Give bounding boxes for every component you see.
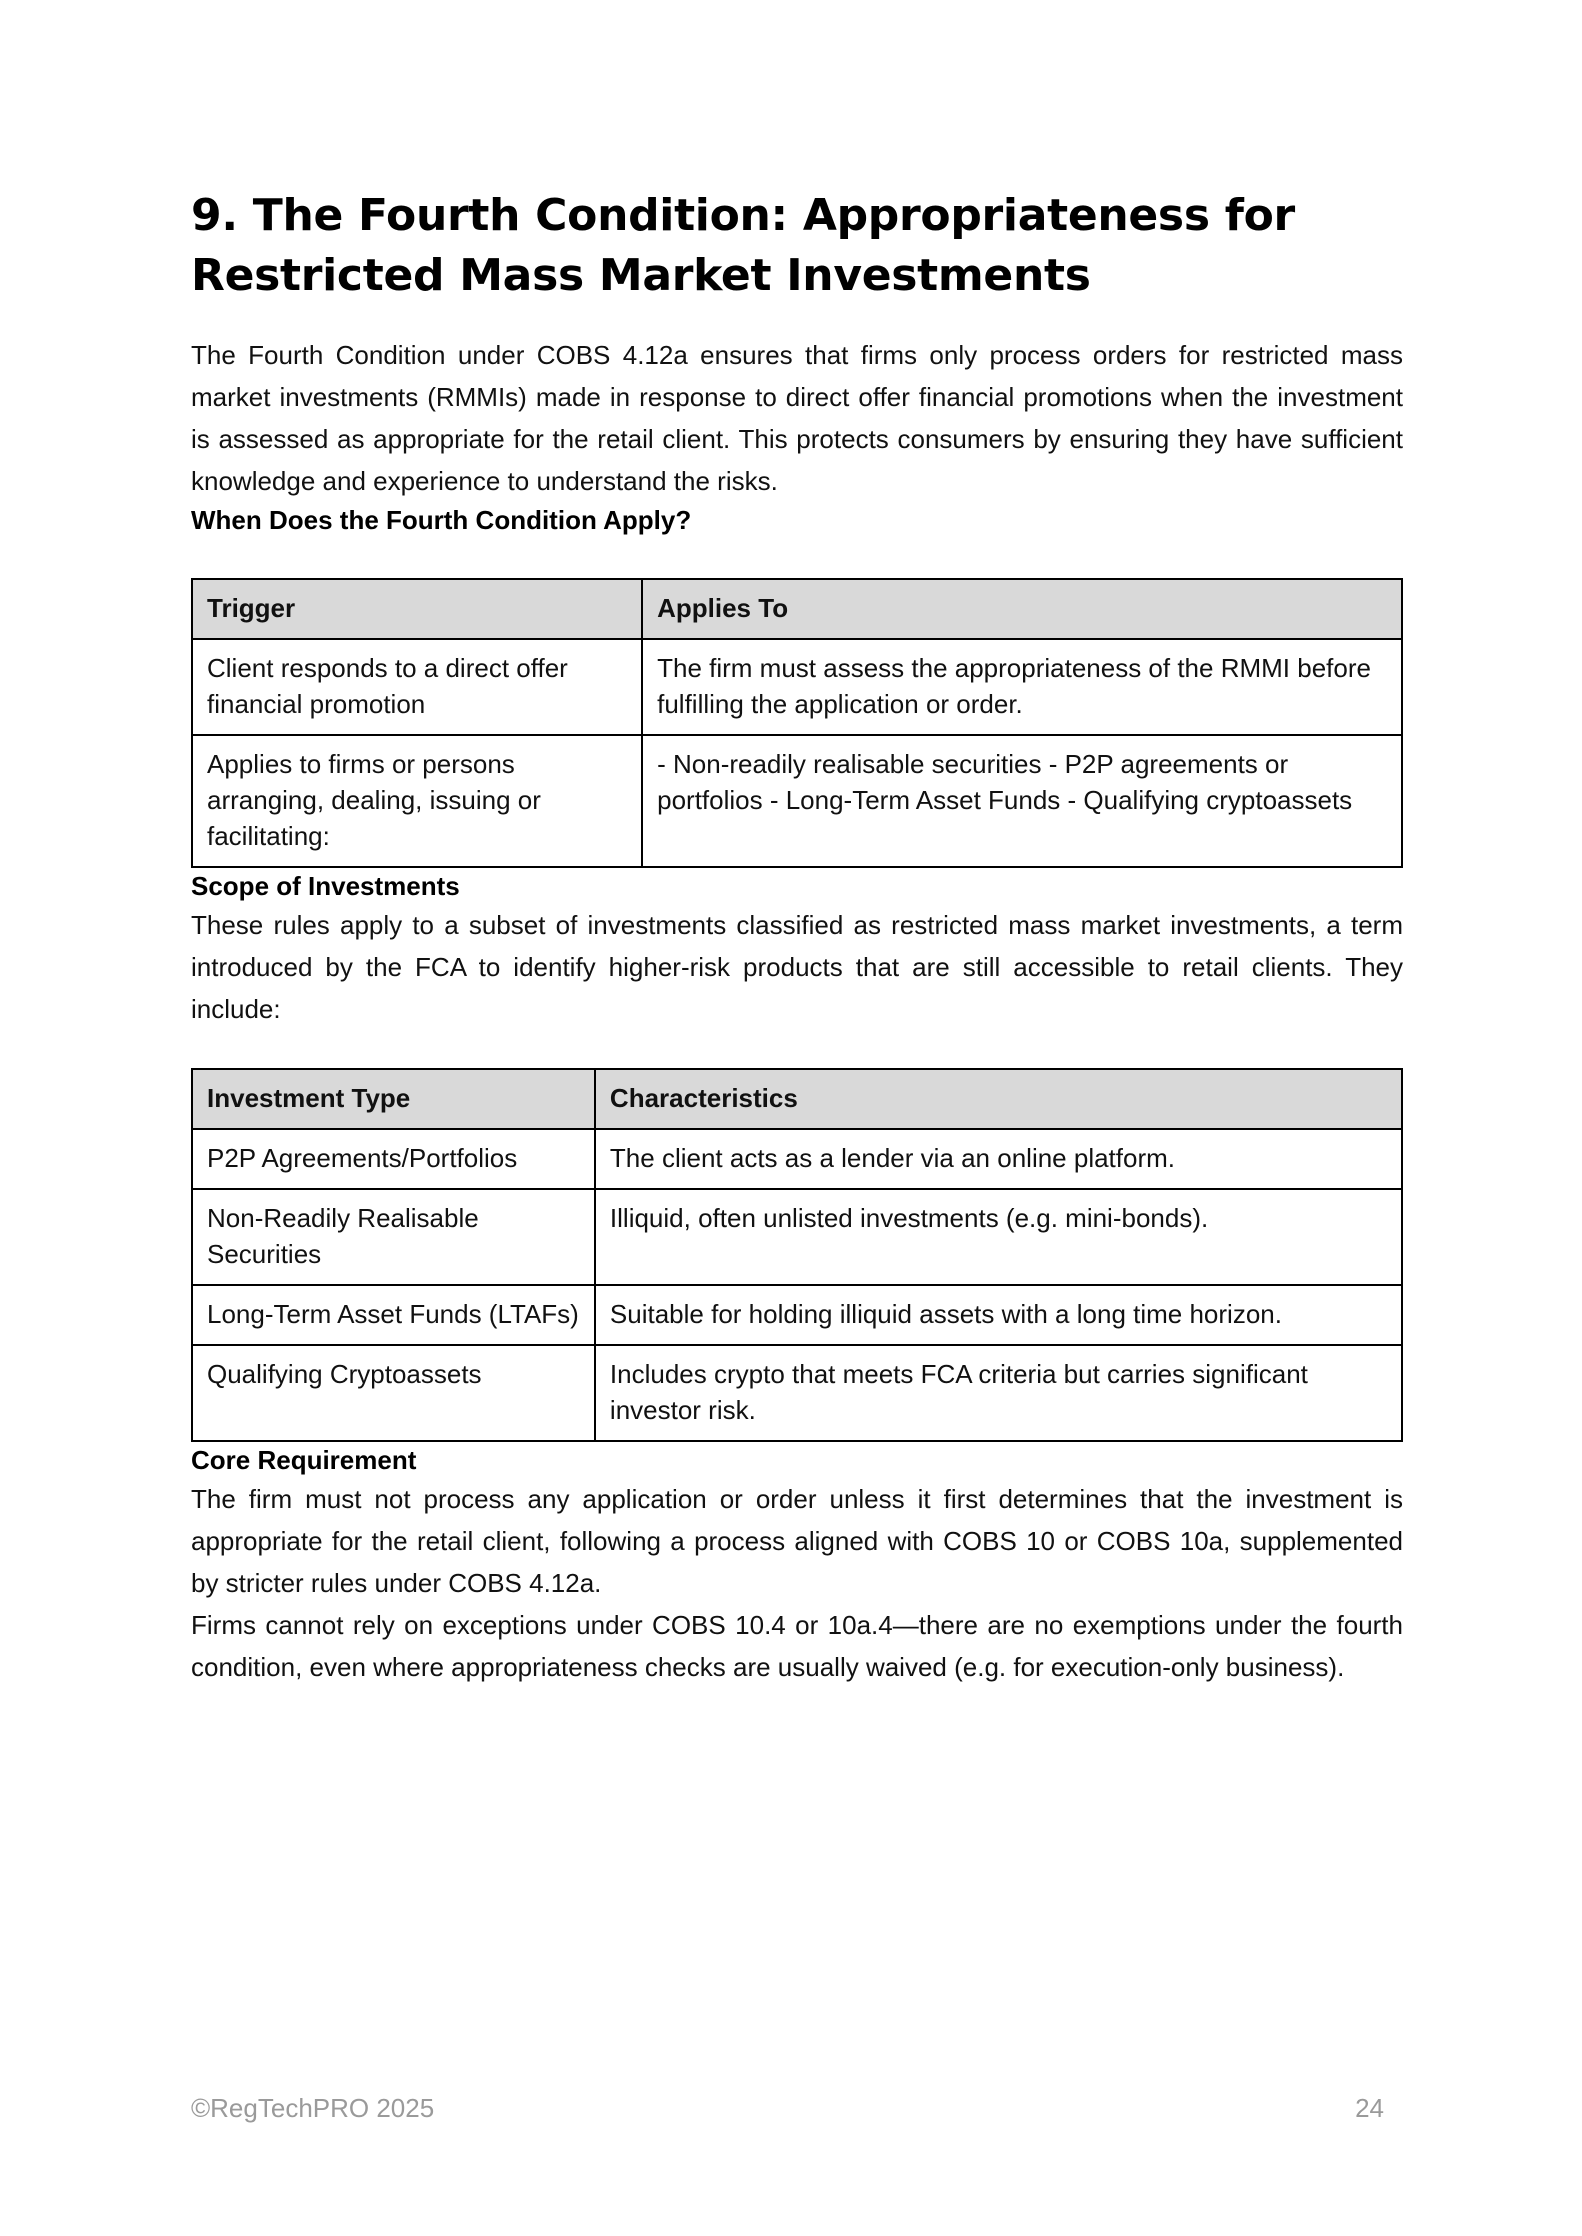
page-title: 9. The Fourth Condition: Appropriateness for Restricted Mass Market Investments	[191, 190, 1295, 301]
table-cell: The client acts as a lender via an online platform.	[595, 1129, 1402, 1189]
when-apply-heading: When Does the Fourth Condition Apply?	[191, 505, 692, 535]
table-cell: The firm must assess the appropriateness of the RMMI before fulfilling the application or order.	[642, 639, 1402, 735]
table-cell: Qualifying Cryptoassets	[192, 1345, 595, 1441]
table-cell: Includes crypto that meets FCA criteria but carries significant investor risk.	[595, 1345, 1402, 1441]
investment-type-table	[191, 1068, 1403, 1442]
table-cell: Applies to firms or persons arranging, dealing, issuing or facilitating:	[192, 735, 642, 867]
scope-paragraph: These rules apply to a subset of investments classified as restricted mass market investments, a term introduced by the FCA to identify higher-risk products that are still accessible to retail clients. They include:	[191, 910, 1403, 1024]
column-header-applies-to: Applies To	[642, 579, 1402, 639]
footer-page-number: 24	[1355, 2093, 1384, 2123]
table-row	[192, 735, 1402, 867]
table-header-row	[192, 579, 1402, 639]
table-row	[192, 1189, 1402, 1285]
trigger-table	[191, 578, 1403, 868]
table-cell: Client responds to a direct offer financial promotion	[192, 639, 642, 735]
document-page	[191, 186, 1403, 1688]
table-row	[192, 1285, 1402, 1345]
column-header-investment-type: Investment Type	[192, 1069, 595, 1129]
table-header-row	[192, 1069, 1402, 1129]
column-header-characteristics: Characteristics	[595, 1069, 1402, 1129]
table-row	[192, 639, 1402, 735]
column-header-trigger: Trigger	[192, 579, 642, 639]
table-cell: Long-Term Asset Funds (LTAFs)	[192, 1285, 595, 1345]
table-cell: P2P Agreements/Portfolios	[192, 1129, 595, 1189]
table-row	[192, 1345, 1402, 1441]
footer-copyright: ©RegTechPRO 2025	[191, 2093, 435, 2123]
table-cell: Suitable for holding illiquid assets with a long time horizon.	[595, 1285, 1402, 1345]
table-cell: Illiquid, often unlisted investments (e.g. mini-bonds).	[595, 1189, 1402, 1285]
core-requirement-heading: Core Requirement	[191, 1445, 417, 1475]
table-row	[192, 1129, 1402, 1189]
core-requirement-paragraph: The firm must not process any application or order unless it first determines that the investment is appropriate for the retail client, following a process aligned with COBS 10 or COBS 10a, supplemented by stricter rules under COBS 4.12a.	[191, 1484, 1403, 1598]
intro-paragraph: The Fourth Condition under COBS 4.12a ensures that firms only process orders for restricted mass market investments (RMMIs) made in response to direct offer financial promotions when the investment is assessed as appropriate for the retail client. This protects consumers by ensuring they have sufficient knowledge and experience to understand the risks.	[191, 340, 1403, 496]
table-cell: - Non-readily realisable securities - P2P agreements or portfolios - Long-Term Asset Funds - Qualifying cryptoassets	[642, 735, 1402, 867]
scope-heading: Scope of Investments	[191, 871, 460, 901]
table-cell: Non-Readily Realisable Securities	[192, 1189, 595, 1285]
exemptions-paragraph: Firms cannot rely on exceptions under COBS 10.4 or 10a.4—there are no exemptions under the fourth condition, even where appropriateness checks are usually waived (e.g. for execution-only business).	[191, 1610, 1403, 1682]
